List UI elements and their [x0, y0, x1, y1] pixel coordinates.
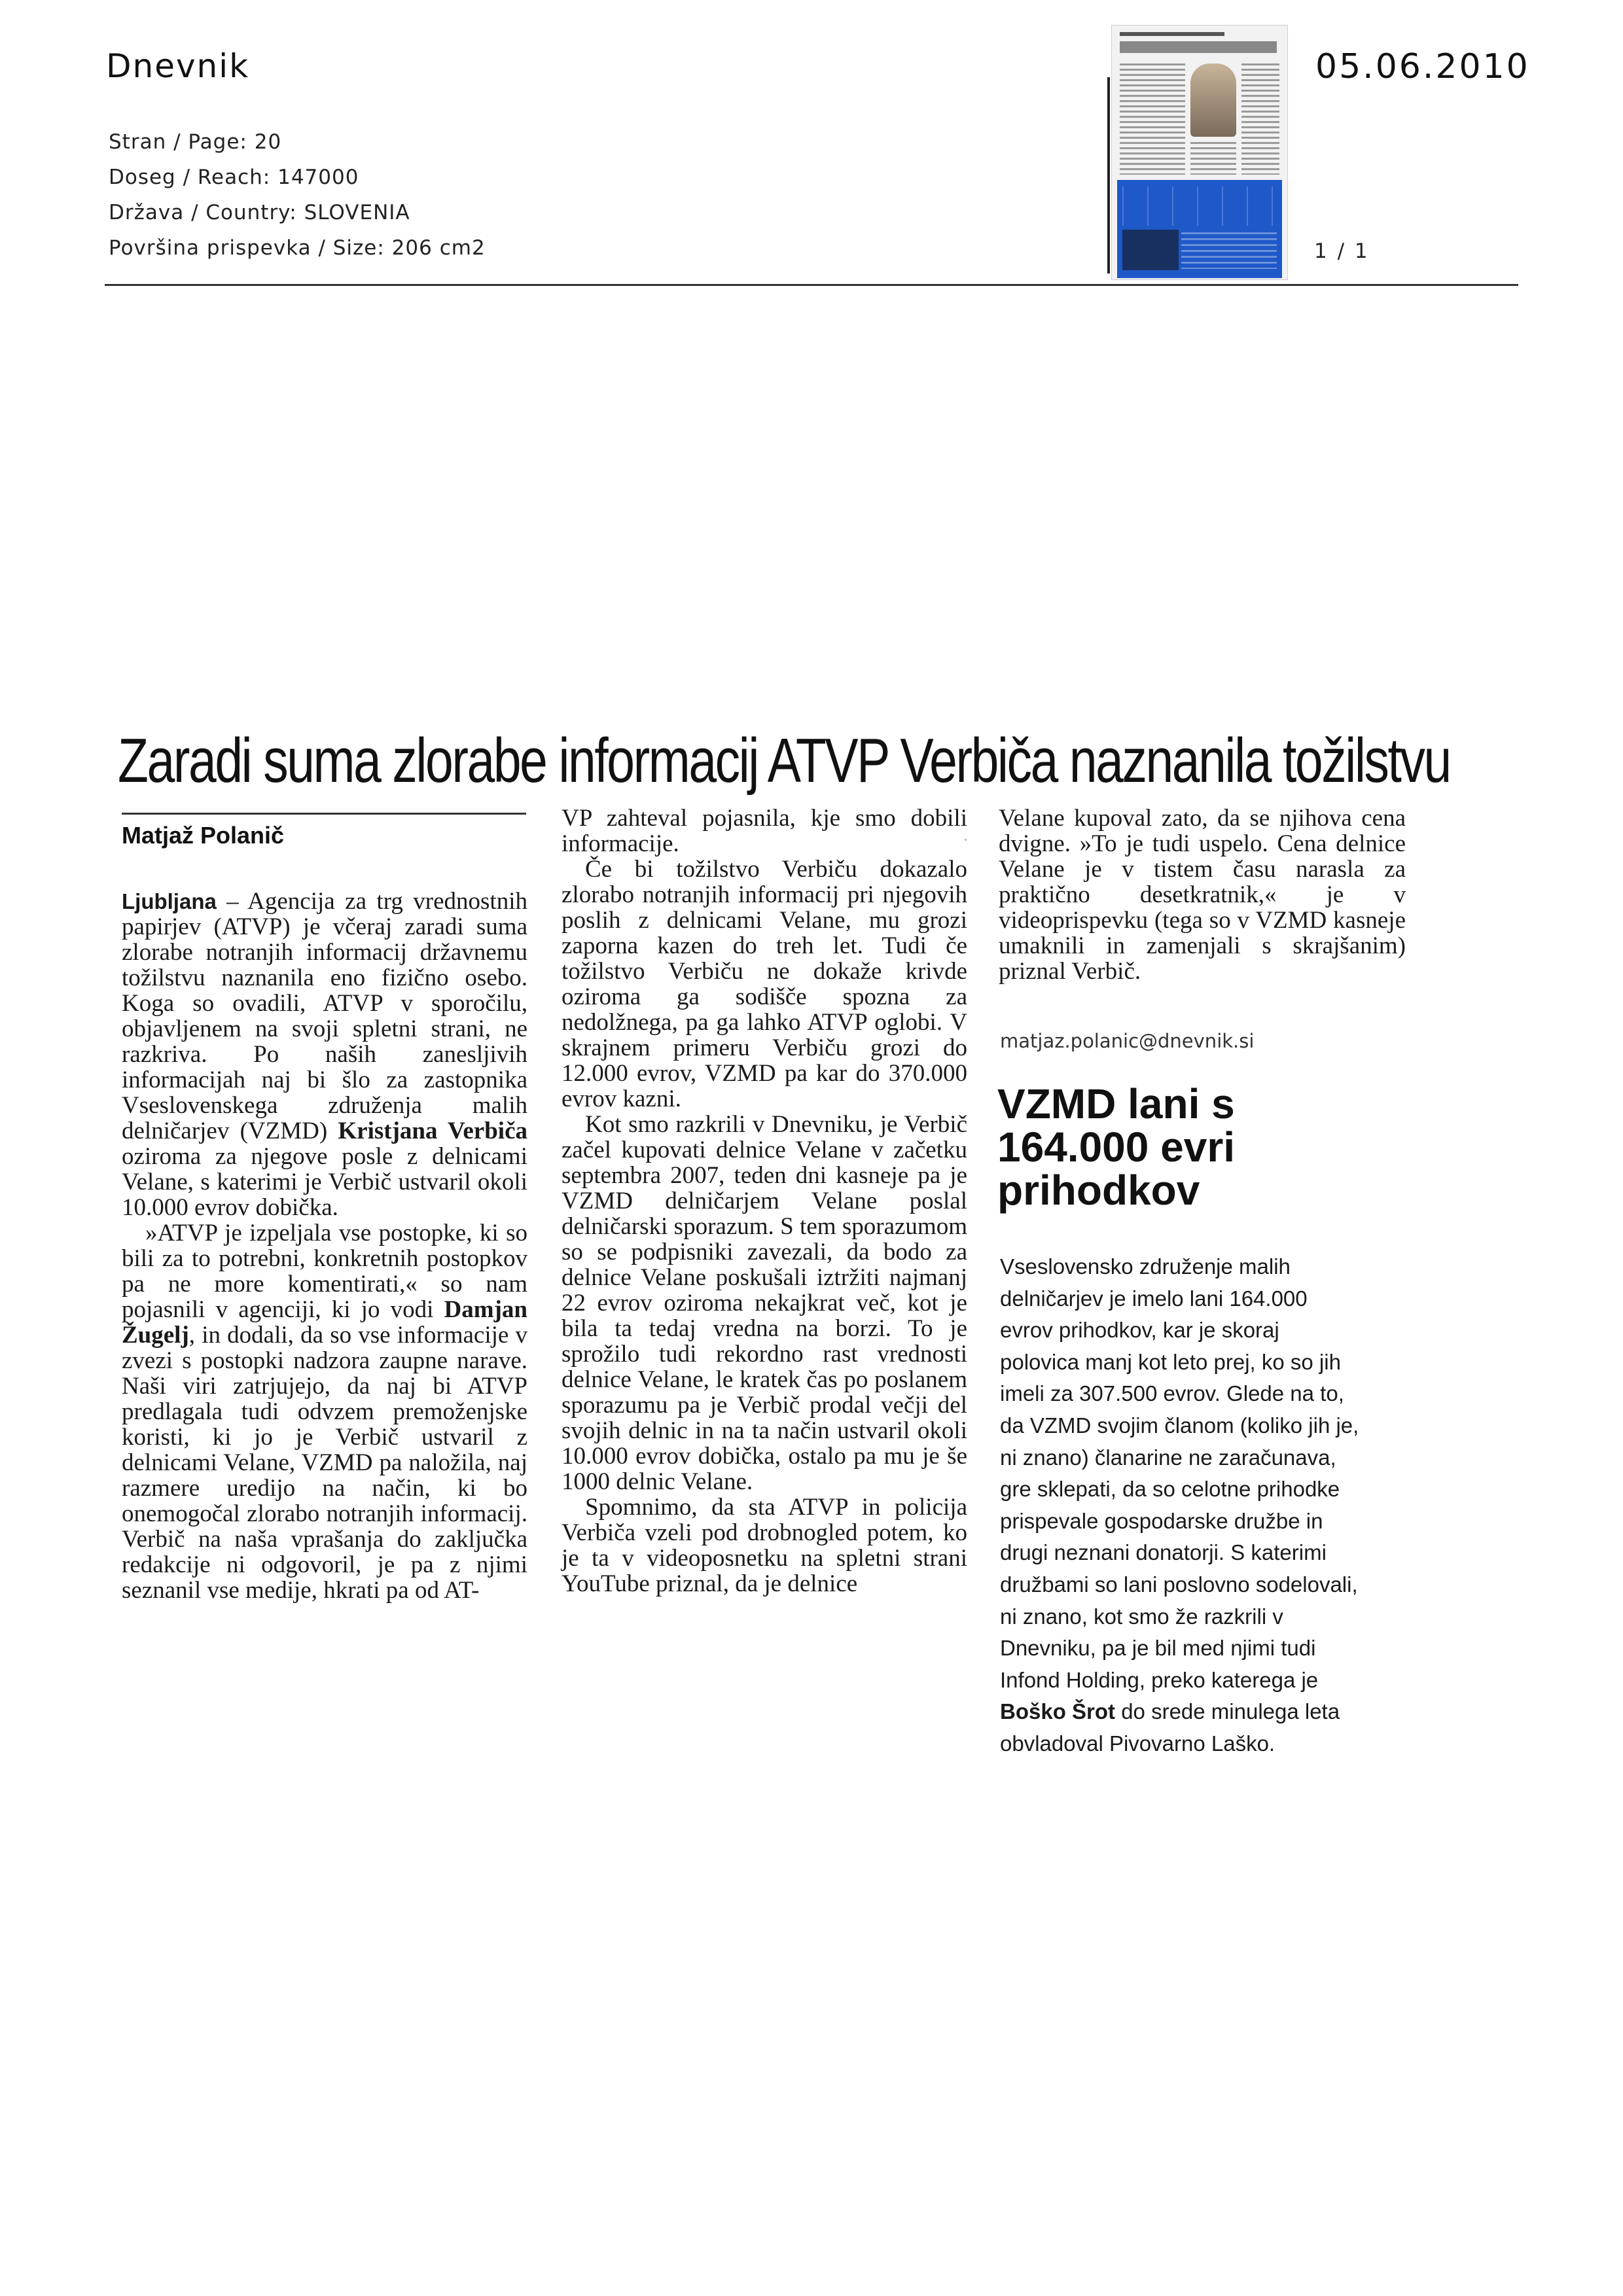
thumb-blue-grid — [1122, 186, 1277, 226]
thumb-text-right — [1241, 63, 1279, 175]
sidebar-line: Dnevniku, pa je bil med njimi tudi — [1000, 1636, 1316, 1661]
paragraph: Če bi tožilstvo Verbiču dokazalo zlorabo notranjih informacij pri njegovih poslih z delnicami Velane, mu grozi zaporna kazen do treh let. Tudi če tožilstvo Verbiču ne dokaže krivde oziroma ga sodišče spozna za nedolžnega, pa ga lahko ATVP oglobi. V skrajnem primeru Verbiču grozi do 12.000 evrov, VZMD pa kar do 370.000 evrov kazni. — [562, 856, 967, 1112]
sidebar-body — [1000, 1251, 1399, 1760]
paragraph: Velane kupoval zato, da se njihova cena dvigne. »To je tudi uspelo. Cena delnice Velane je v tistem času narasla za praktično desetkratnik,« je v videoprispevku (tega so v VZMD kasneje umaknili in zamenjali s skrajšanim) priznal Verbič. — [999, 805, 1406, 985]
lead-text-end: oziroma za njegove posle z delnicami Velane, s katerimi je Verbič ustvaril okoli 10.000 evrov dobička. — [122, 1143, 527, 1221]
page-count: 1 / 1 — [1314, 239, 1370, 263]
sidebar-line: drugi neznani donatorji. S katerimi — [1000, 1540, 1327, 1565]
sidebar-line: Vseslovensko združenje malih — [1000, 1254, 1291, 1279]
sidebar-line-text: do srede minulega leta — [1115, 1699, 1340, 1724]
publication-date: 05.06.2010 — [1315, 47, 1530, 86]
meta-country: Država / Country: SLOVENIA — [109, 201, 410, 224]
thumb-headline — [1120, 41, 1277, 53]
lead-paragraph — [122, 889, 527, 1220]
thumb-text-left — [1120, 63, 1185, 175]
sidebar-headline-line: VZMD lani s — [997, 1080, 1235, 1127]
sidebar-headline — [997, 1082, 1364, 1212]
sidebar-line: delničarjev je imelo lani 164.000 — [1000, 1286, 1308, 1311]
meta-page: Stran / Page: 20 — [109, 130, 282, 154]
paragraph-text-end: , in dodali, da so vse informacije v zvezi s postopki nadzora zaupne narave. Naši viri zatrjujejo, da naj bi ATVP predlagala tudi odvzem premoženjske koristi, ki jo je Verbič ustvaril z delnicami Velane, VZMD pa naložila, naj razmere uredijo na način, ki bo onemogočal zlorabo notranjih informacij. Verbič na naša vprašanja do zaključka redakcije ni odgovoril, je pa z njimi seznanil vse medije, hkrati pa od AT- — [122, 1322, 527, 1604]
person-name: Damjan Žugelj — [122, 1296, 527, 1349]
sidebar-line: polovica manj kot leto prej, ko so jih — [1000, 1349, 1341, 1374]
sidebar-line: prispevale gospodarske družbe in — [1000, 1508, 1323, 1533]
sidebar-line: evrov prihodkov, kar je skoraj — [1000, 1318, 1279, 1343]
sidebar-line — [1000, 1696, 1399, 1728]
person-name: Kristjana Verbiča — [338, 1118, 527, 1144]
author-divider — [122, 813, 526, 815]
lead-text: – Agencija za trg vrednostnih papirjev (ATVP) je včeraj zaradi suma zlorabe notranjih informacij državnemu tožilstvu naznanila eno fizično osebo. Koga so ovadili, ATVP v sporočilu, objavljenem na svoji spletni strani, ne razkriva. Po naših zanesljivih informacijah naj bi šlo za zastopnika Vseslovenskega združenja malih delničarjev (VZMD) — [122, 888, 527, 1144]
article-author: Matjaž Polanič — [122, 822, 285, 849]
article-column-2 — [562, 805, 967, 1597]
paragraph — [122, 1220, 527, 1603]
thumb-text-mid — [1190, 142, 1236, 175]
meta-reach: Doseg / Reach: 147000 — [109, 166, 359, 189]
sidebar-line: gre sklepati, da so celotne prihodke — [1000, 1477, 1340, 1502]
thumb-masthead — [1120, 32, 1224, 36]
thumb-photo — [1190, 63, 1236, 137]
sidebar-headline-line: 164.000 evri — [997, 1123, 1235, 1171]
sidebar-line: ni znano, kot smo že razkrili v — [1000, 1604, 1283, 1629]
sidebar-headline-line: prihodkov — [997, 1167, 1200, 1214]
sidebar-line: ni znano) članarine ne zaračunava, — [1000, 1445, 1336, 1470]
author-email: matjaz.polanic@dnevnik.si — [1000, 1030, 1255, 1052]
paragraph: Kot smo razkrili v Dnevniku, je Verbič začel kupovati delnice Velane v začetku septembra 2007, teden dni kasneje pa je VZMD delničarjem Velane poslal delničarski sporazum. S tem sporazumom so se podpisniki zavezali, da bodo za delnice Velane poskušali iztržiti najmanj 22 evrov oziroma nekajkrat več, kot je bila ta tedaj vredna na borzi. To je sprožilo tudi rekordno rast vrednosti delnice Velane, le kratek čas po poslanem sporazumu pa je Verbič prodal večji del svojih delnic in na ta način ustvaril okoli 10.000 evrov dobička, ostalo pa mu je še 1000 delnic Velane. — [562, 1111, 967, 1495]
sidebar-line: imeli za 307.500 evrov. Glede na to, — [1000, 1381, 1344, 1406]
publication-name: Dnevnik — [106, 47, 250, 85]
page-thumbnail — [1111, 25, 1288, 280]
article-column-1 — [122, 889, 527, 1603]
thumb-dark-photo — [1122, 230, 1179, 270]
sidebar-line: da VZMD svojim članom (koliko jih je, — [1000, 1413, 1359, 1438]
person-name: Boško Šrot — [1000, 1699, 1116, 1724]
dateline-place: Ljubljana — [122, 889, 217, 913]
clipping-metadata — [109, 124, 486, 266]
meta-size: Površina prispevka / Size: 206 cm2 — [109, 236, 486, 260]
thumb-blue-text — [1181, 232, 1277, 269]
paragraph: Spomnimo, da sta ATVP in policija Verbiča vzeli pod drobnogled potem, ko je ta v videoposnetku na spletni strani YouTube priznal, da je delnice — [562, 1494, 967, 1597]
article-headline: Zaradi suma zlorabe informacij ATVP Verbiča naznanila tožilstvu — [118, 726, 1450, 796]
article-column-3 — [999, 805, 1406, 984]
paragraph-text: »ATVP je izpeljala vse postopke, ki so bili za to potrebni, konkretnih postopkov pa ne more komentirati,« so nam pojasnili v agenciji, ki jo vodi — [122, 1220, 527, 1323]
thumbnail-edge — [1107, 77, 1110, 274]
sidebar-line: obvladoval Pivovarno Laško. — [1000, 1731, 1275, 1756]
header-divider — [105, 284, 1518, 286]
sidebar-line: družbami so lani poslovno sodelovali, — [1000, 1572, 1358, 1597]
sidebar-line: Infond Holding, preko katerega je — [1000, 1667, 1319, 1692]
paragraph: VP zahteval pojasnila, kje smo dobili informacije. — [562, 805, 967, 857]
